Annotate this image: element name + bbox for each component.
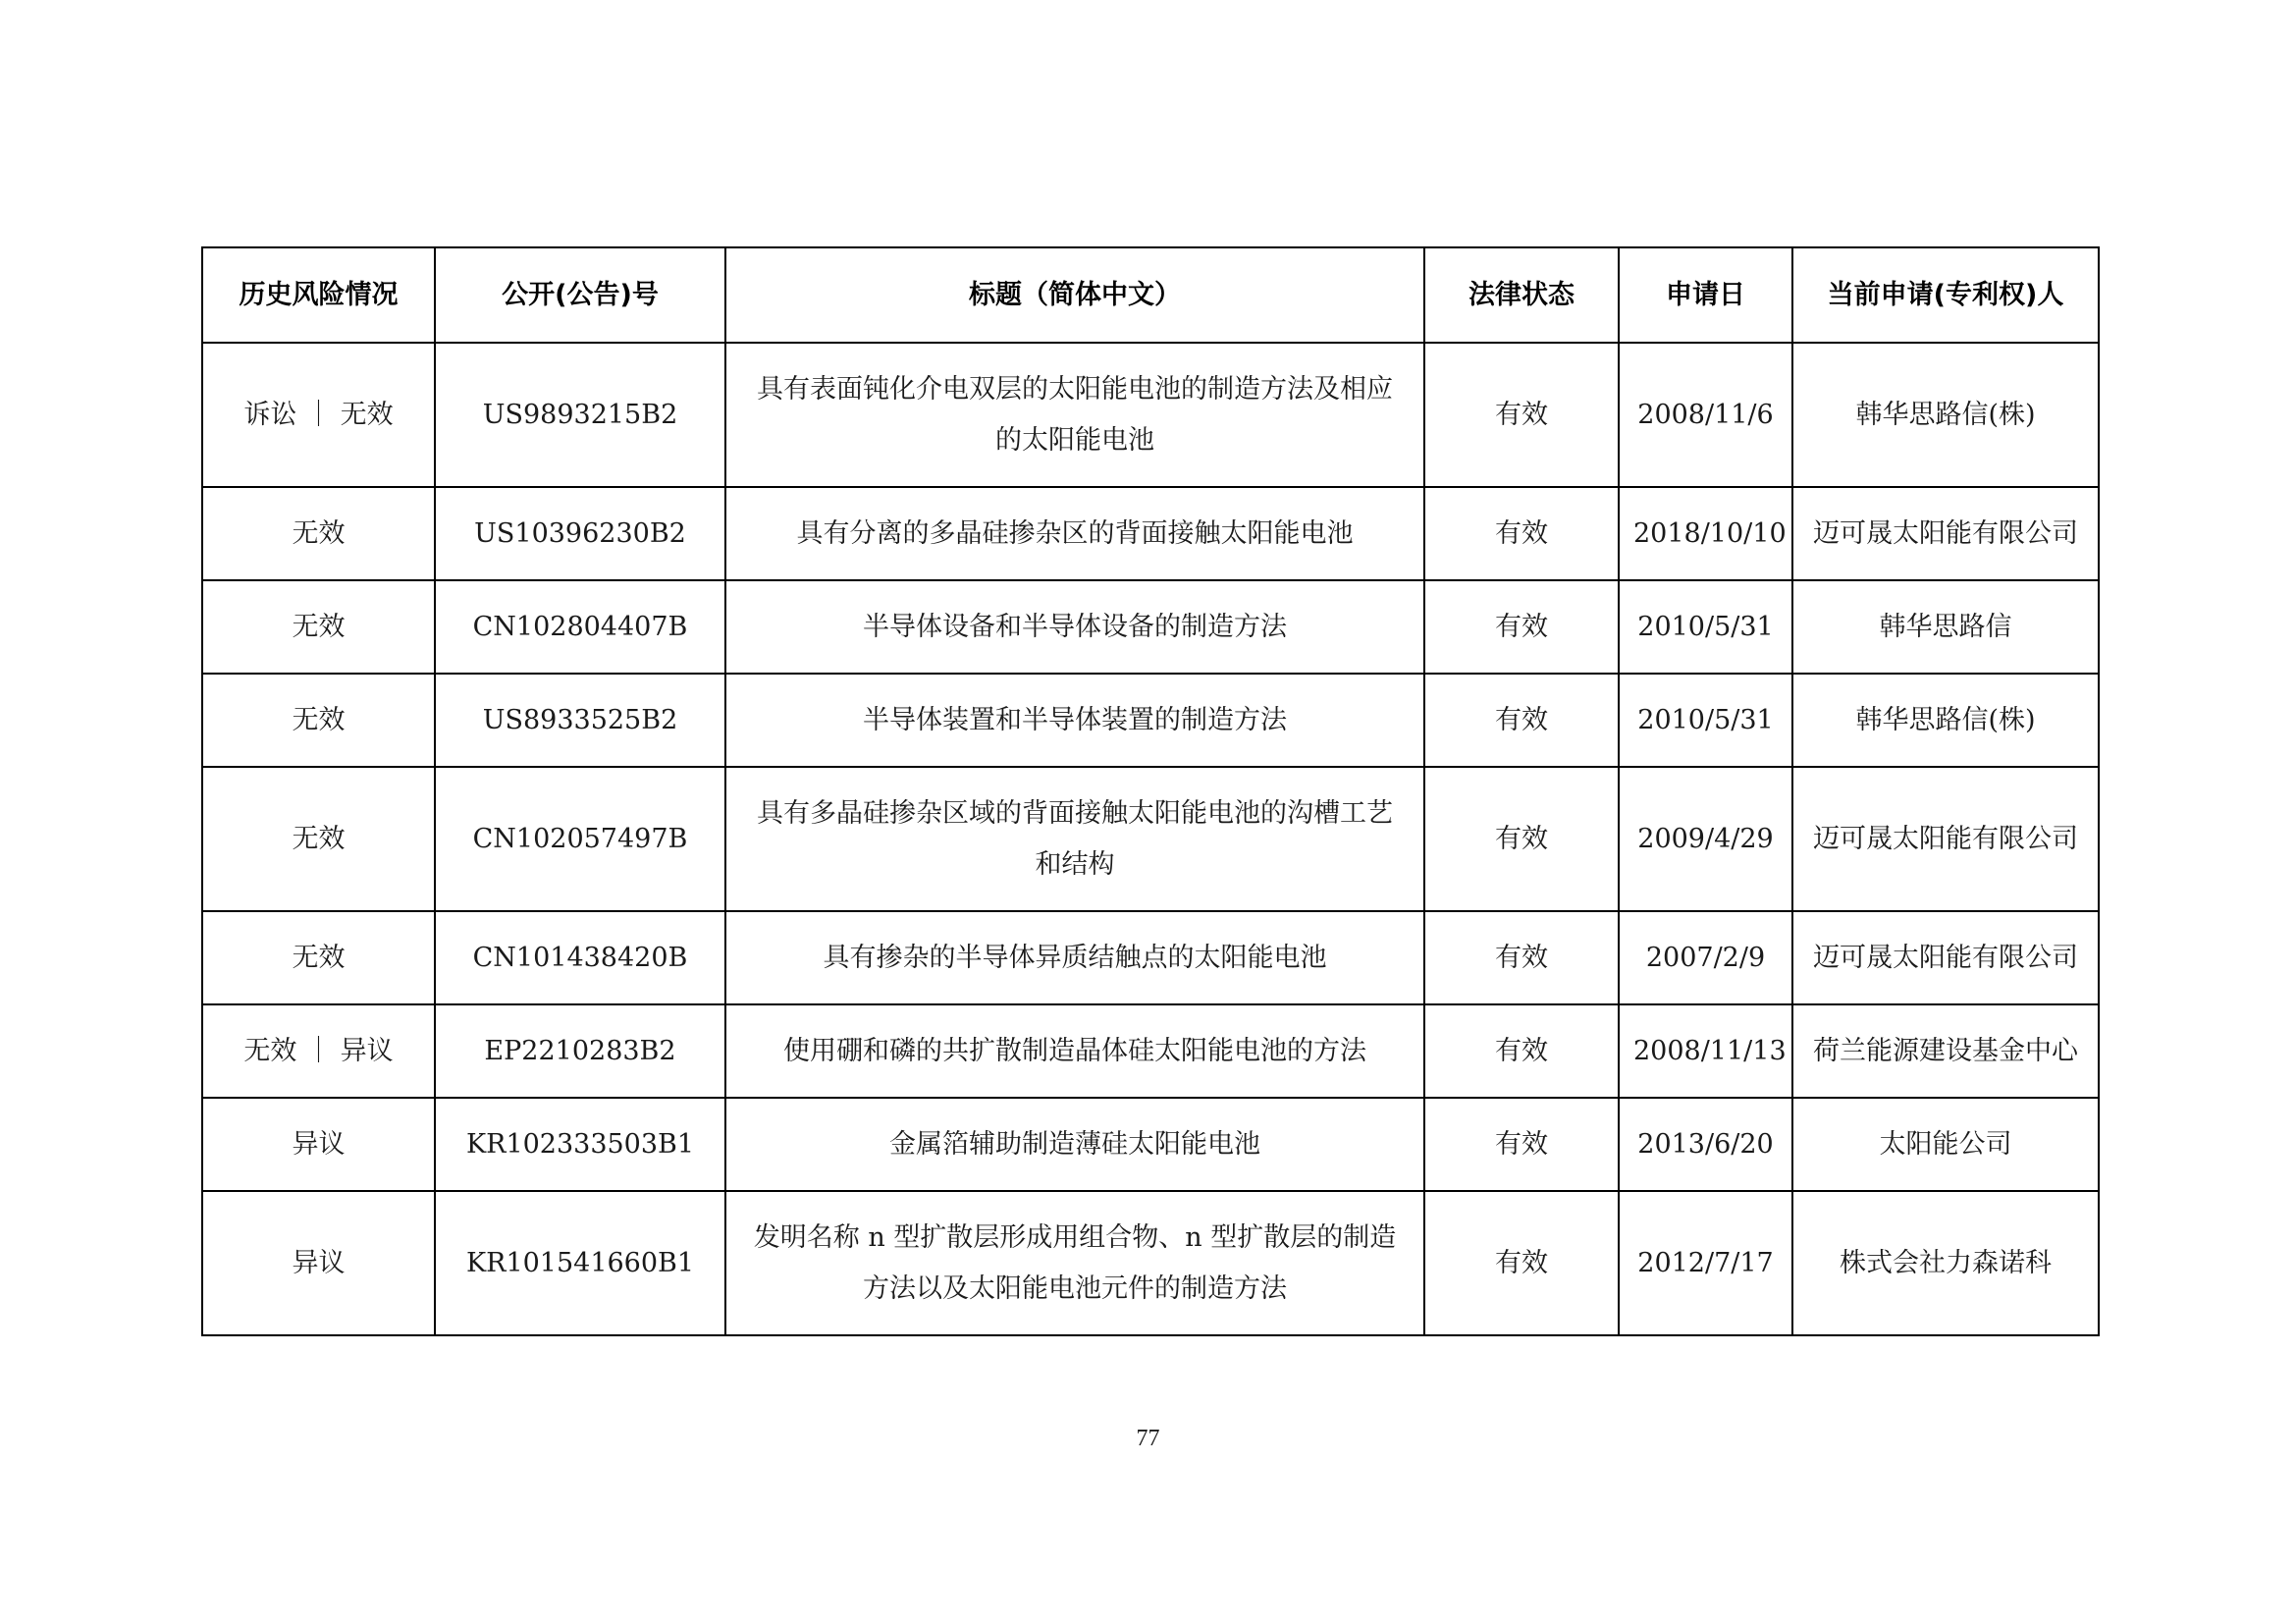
cell-title: 具有多晶硅掺杂区域的背面接触太阳能电池的沟槽工艺和结构 bbox=[725, 767, 1424, 911]
table-row bbox=[202, 767, 2099, 911]
cell-applicant: 荷兰能源建设基金中心 bbox=[1792, 1004, 2099, 1098]
table-row bbox=[202, 1004, 2099, 1098]
cell-application-date: 2008/11/13 bbox=[1619, 1004, 1792, 1098]
cell-title: 具有分离的多晶硅掺杂区的背面接触太阳能电池 bbox=[725, 487, 1424, 580]
cell-applicant: 太阳能公司 bbox=[1792, 1098, 2099, 1191]
cell-risk: 无效 bbox=[202, 911, 435, 1004]
cell-publication-number: KR102333503B1 bbox=[435, 1098, 725, 1191]
header-applicant: 当前申请(专利权)人 bbox=[1792, 247, 2099, 343]
cell-legal-status: 有效 bbox=[1424, 580, 1619, 674]
cell-legal-status: 有效 bbox=[1424, 674, 1619, 767]
cell-title: 具有掺杂的半导体异质结触点的太阳能电池 bbox=[725, 911, 1424, 1004]
cell-applicant: 韩华思路信(株) bbox=[1792, 674, 2099, 767]
cell-legal-status: 有效 bbox=[1424, 1098, 1619, 1191]
cell-applicant: 迈可晟太阳能有限公司 bbox=[1792, 767, 2099, 911]
table-row bbox=[202, 580, 2099, 674]
cell-title: 使用硼和磷的共扩散制造晶体硅太阳能电池的方法 bbox=[725, 1004, 1424, 1098]
cell-applicant: 韩华思路信 bbox=[1792, 580, 2099, 674]
cell-publication-number: EP2210283B2 bbox=[435, 1004, 725, 1098]
header-title: 标题（简体中文） bbox=[725, 247, 1424, 343]
cell-publication-number: US9893215B2 bbox=[435, 343, 725, 487]
cell-legal-status: 有效 bbox=[1424, 343, 1619, 487]
cell-title: 发明名称 n 型扩散层形成用组合物、n 型扩散层的制造方法以及太阳能电池元件的制造方法 bbox=[725, 1191, 1424, 1335]
table-row bbox=[202, 911, 2099, 1004]
cell-applicant: 韩华思路信(株) bbox=[1792, 343, 2099, 487]
cell-risk: 无效 bbox=[202, 767, 435, 911]
cell-application-date: 2007/2/9 bbox=[1619, 911, 1792, 1004]
cell-risk: 异议 bbox=[202, 1191, 435, 1335]
cell-title: 半导体设备和半导体设备的制造方法 bbox=[725, 580, 1424, 674]
table-row bbox=[202, 343, 2099, 487]
table-row bbox=[202, 1191, 2099, 1335]
cell-risk: 无效 bbox=[202, 487, 435, 580]
table-row bbox=[202, 674, 2099, 767]
cell-application-date: 2008/11/6 bbox=[1619, 343, 1792, 487]
cell-application-date: 2012/7/17 bbox=[1619, 1191, 1792, 1335]
cell-publication-number: US8933525B2 bbox=[435, 674, 725, 767]
cell-application-date: 2013/6/20 bbox=[1619, 1098, 1792, 1191]
table-row bbox=[202, 487, 2099, 580]
cell-risk: 异议 bbox=[202, 1098, 435, 1191]
page-number: 77 bbox=[1136, 1426, 1160, 1451]
header-publication-number: 公开(公告)号 bbox=[435, 247, 725, 343]
cell-applicant: 迈可晟太阳能有限公司 bbox=[1792, 911, 2099, 1004]
cell-risk: 无效 ｜ 异议 bbox=[202, 1004, 435, 1098]
header-application-date: 申请日 bbox=[1619, 247, 1792, 343]
cell-risk: 诉讼 ｜ 无效 bbox=[202, 343, 435, 487]
cell-applicant: 株式会社力森诺科 bbox=[1792, 1191, 2099, 1335]
cell-publication-number: CN102057497B bbox=[435, 767, 725, 911]
cell-risk: 无效 bbox=[202, 580, 435, 674]
table-header-row bbox=[202, 247, 2099, 343]
cell-publication-number: KR101541660B1 bbox=[435, 1191, 725, 1335]
header-risk: 历史风险情况 bbox=[202, 247, 435, 343]
table-row bbox=[202, 1098, 2099, 1191]
cell-legal-status: 有效 bbox=[1424, 487, 1619, 580]
cell-legal-status: 有效 bbox=[1424, 767, 1619, 911]
cell-title: 半导体装置和半导体装置的制造方法 bbox=[725, 674, 1424, 767]
cell-application-date: 2010/5/31 bbox=[1619, 674, 1792, 767]
header-legal-status: 法律状态 bbox=[1424, 247, 1619, 343]
cell-publication-number: CN101438420B bbox=[435, 911, 725, 1004]
patent-table bbox=[201, 246, 2100, 1336]
cell-publication-number: CN102804407B bbox=[435, 580, 725, 674]
cell-application-date: 2018/10/10 bbox=[1619, 487, 1792, 580]
cell-title: 金属箔辅助制造薄硅太阳能电池 bbox=[725, 1098, 1424, 1191]
cell-application-date: 2009/4/29 bbox=[1619, 767, 1792, 911]
cell-title: 具有表面钝化介电双层的太阳能电池的制造方法及相应的太阳能电池 bbox=[725, 343, 1424, 487]
cell-application-date: 2010/5/31 bbox=[1619, 580, 1792, 674]
cell-legal-status: 有效 bbox=[1424, 1004, 1619, 1098]
cell-legal-status: 有效 bbox=[1424, 911, 1619, 1004]
cell-risk: 无效 bbox=[202, 674, 435, 767]
cell-applicant: 迈可晟太阳能有限公司 bbox=[1792, 487, 2099, 580]
patent-table-container bbox=[201, 246, 2098, 1336]
cell-publication-number: US10396230B2 bbox=[435, 487, 725, 580]
cell-legal-status: 有效 bbox=[1424, 1191, 1619, 1335]
